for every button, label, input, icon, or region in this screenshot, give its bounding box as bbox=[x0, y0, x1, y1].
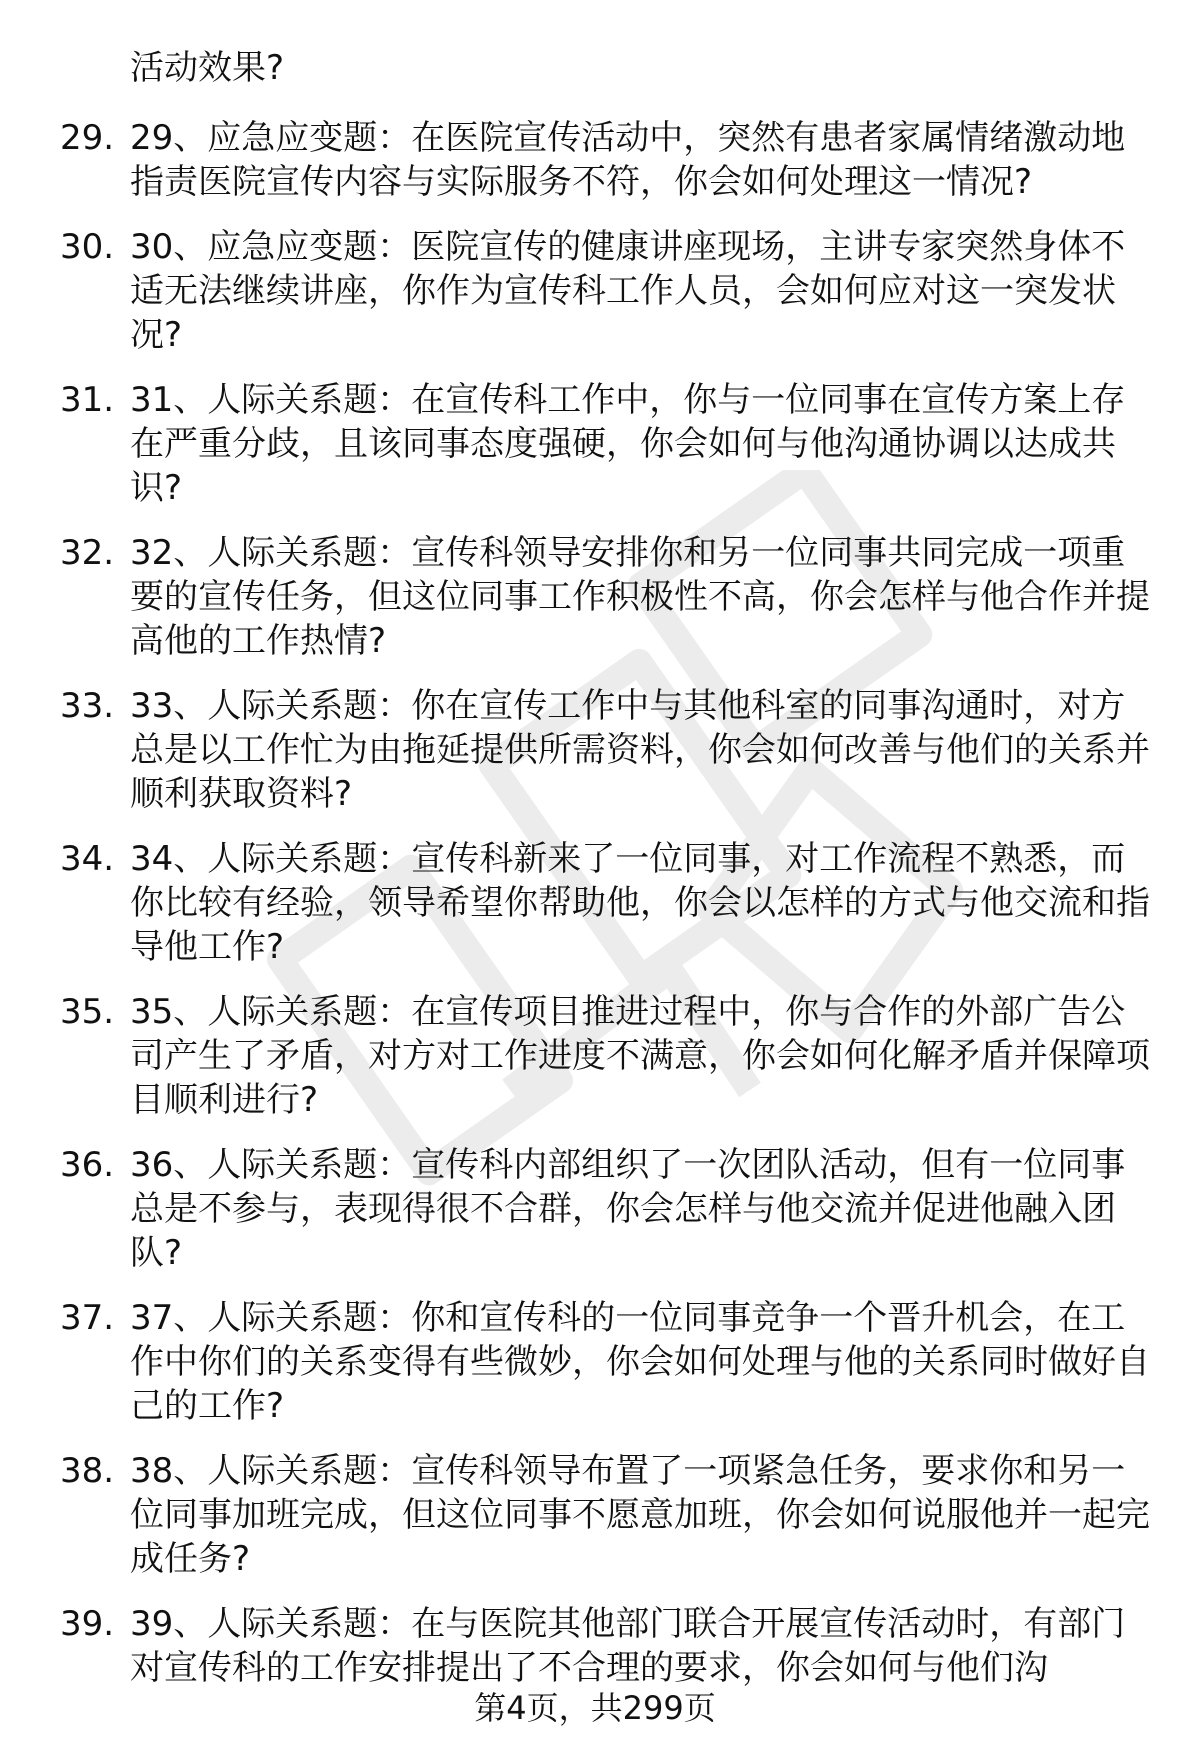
question-number: 36. bbox=[60, 1145, 115, 1185]
question-text: 39、人际关系题：在与医院其他部门联合开展宣传活动时，有部门对宣传科的工作安排提出了不合理的要求，你会如何与他们沟 bbox=[130, 1604, 1126, 1688]
question-item bbox=[60, 225, 1160, 357]
question-text: 35、人际关系题：在宣传项目推进过程中，你与合作的外部广告公司产生了矛盾，对方对工作进度不满意，你会如何化解矛盾并保障项目顺利进行? bbox=[130, 992, 1150, 1120]
question-number: 35. bbox=[60, 992, 115, 1032]
question-number: 39. bbox=[60, 1604, 115, 1644]
question-item bbox=[60, 990, 1160, 1122]
question-number: 34. bbox=[60, 839, 115, 879]
question-number: 31. bbox=[60, 380, 115, 420]
question-number: 38. bbox=[60, 1451, 115, 1491]
question-item bbox=[60, 531, 1160, 663]
continuation-text: 活动效果? bbox=[130, 48, 285, 88]
question-text: 29、应急应变题：在医院宣传活动中，突然有患者家属情绪激动地指责医院宣传内容与实际服务不符，你会如何处理这一情况? bbox=[130, 118, 1126, 202]
question-number: 33. bbox=[60, 686, 115, 726]
question-item bbox=[60, 1296, 1160, 1428]
question-number: 37. bbox=[60, 1298, 115, 1338]
question-text: 37、人际关系题：你和宣传科的一位同事竞争一个晋升机会，在工作中你们的关系变得有些微妙，你会如何处理与他的关系同时做好自己的工作? bbox=[130, 1298, 1150, 1426]
question-text: 30、应急应变题：医院宣传的健康讲座现场，主讲专家突然身体不适无法继续讲座，你作为宣传科工作人员，会如何应对这一突发状况? bbox=[130, 227, 1126, 355]
question-item bbox=[60, 1449, 1160, 1581]
question-number: 29. bbox=[60, 118, 115, 158]
question-item bbox=[60, 684, 1160, 816]
question-text: 36、人际关系题：宣传科内部组织了一次团队活动，但有一位同事总是不参与，表现得很不合群，你会怎样与他交流并促进他融入团队? bbox=[130, 1145, 1126, 1273]
question-text: 38、人际关系题：宣传科领导布置了一项紧急任务，要求你和另一位同事加班完成，但这位同事不愿意加班，你会如何说服他并一起完成任务? bbox=[130, 1451, 1150, 1579]
question-number: 30. bbox=[60, 227, 115, 267]
question-text: 32、人际关系题：宣传科领导安排你和另一位同事共同完成一项重要的宣传任务，但这位同事工作积极性不高，你会怎样与他合作并提高他的工作热情? bbox=[130, 533, 1150, 661]
question-list bbox=[60, 116, 1160, 1711]
page-footer: 第4页，共299页 bbox=[474, 1689, 716, 1727]
question-item bbox=[60, 1602, 1160, 1690]
question-text: 34、人际关系题：宣传科新来了一位同事，对工作流程不熟悉，而你比较有经验，领导希望你帮助他，你会以怎样的方式与他交流和指导他工作? bbox=[130, 839, 1150, 967]
question-number: 32. bbox=[60, 533, 115, 573]
question-item bbox=[60, 837, 1160, 969]
question-item bbox=[60, 1143, 1160, 1275]
question-item bbox=[60, 116, 1160, 204]
question-item bbox=[60, 378, 1160, 510]
question-text: 31、人际关系题：在宣传科工作中，你与一位同事在宣传方案上存在严重分歧，且该同事态度强硬，你会如何与他沟通协调以达成共识? bbox=[130, 380, 1126, 508]
question-text: 33、人际关系题：你在宣传工作中与其他科室的同事沟通时，对方总是以工作忙为由拖延提供所需资料，你会如何改善与他们的关系并顺利获取资料? bbox=[130, 686, 1150, 814]
